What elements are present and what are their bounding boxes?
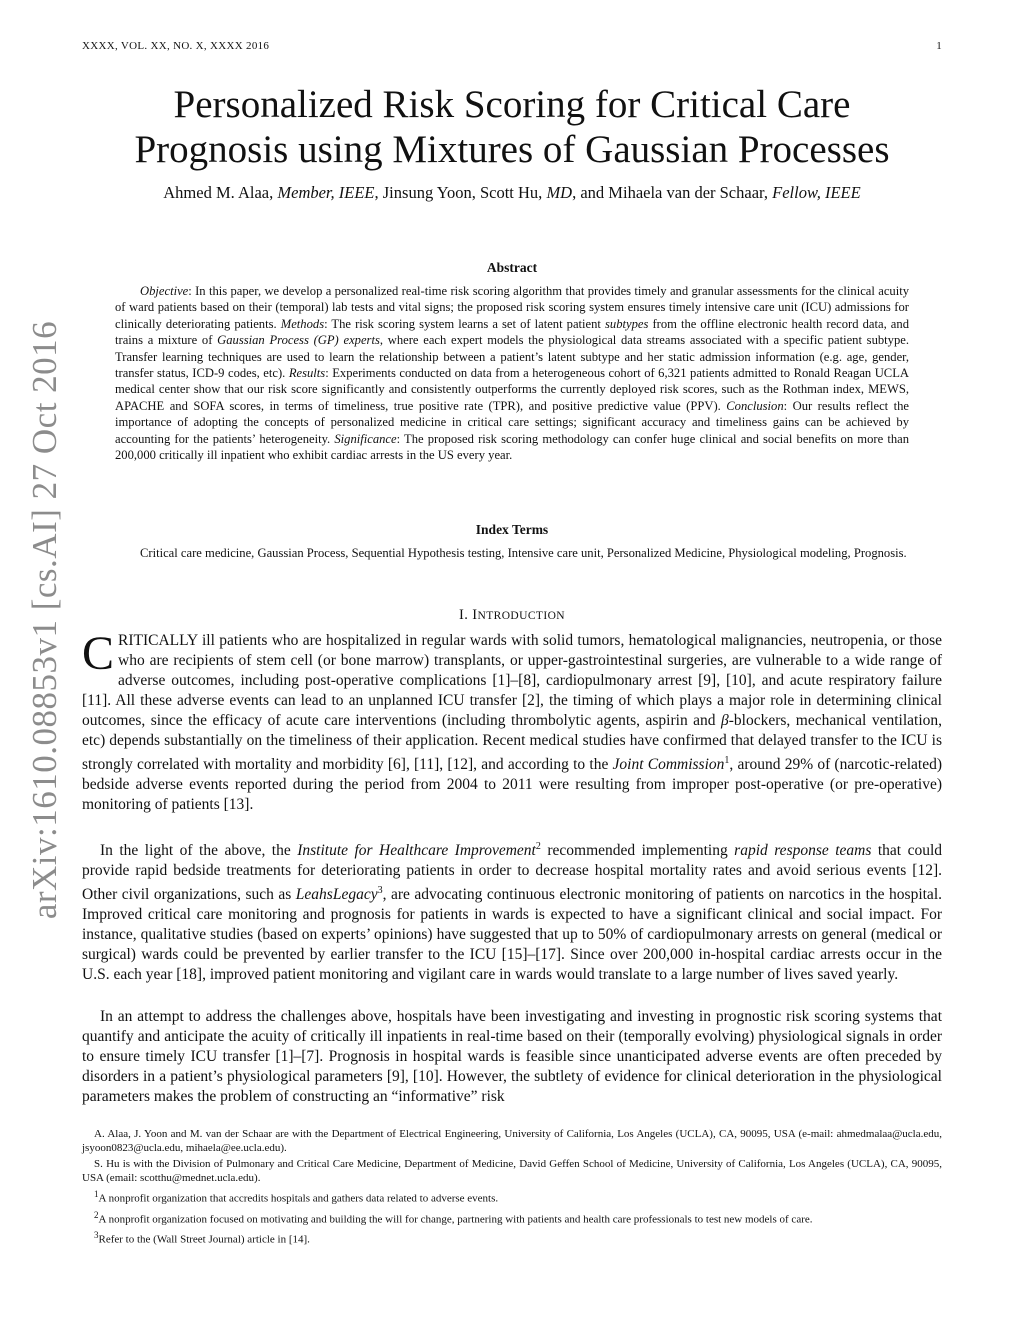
author-text: , and Mihaela van der Schaar,: [572, 183, 773, 202]
abstract-label: Methods: [280, 316, 325, 331]
title-line-2: Prognosis using Mixtures of Gaussian Processes: [134, 128, 890, 171]
paragraph-text: RITICALLY ill patients who are hospitalized in regular wards with solid tumors, hematological malignancies, neutropenia, or those who are recipients of stem cell (or bone marrow) transplants, or upper-gastrointestinal surgeries, are vulnerable to a wide range of adverse outcomes, including post-operative complications [1]–[8], cardiopulmonary arrest [9], [10], and acute respiratory failure [11]. All these adverse events can lead to an unplanned ICU transfer [2], the timing of which plays a major role in determining clinical outcomes, since the efficacy of acute care interventions (including thrombolytic agents, aspirin and: [82, 632, 942, 729]
introduction-heading: [82, 607, 942, 624]
abstract-heading: Abstract: [486, 260, 538, 275]
index-terms-heading: Index Terms: [475, 522, 549, 537]
author-text: Ahmed M. Alaa,: [163, 183, 278, 202]
footnote-text: A nonprofit organization focused on motivating and building the will for change, partnering with patients and health care professionals to test new models of care.: [98, 1213, 813, 1226]
footnote: [82, 1228, 942, 1247]
abstract-text: from the offline electronic health record data, and trains a mixture of: [115, 316, 909, 348]
footnote-marker: 3: [377, 885, 383, 897]
section-title-rest: NTRODUCTION: [477, 610, 565, 622]
drop-cap: C: [82, 627, 115, 680]
abstract-text: : In this paper, we develop a personalized real-time risk scoring algorithm that provides timely and granular assessments for the clinical acuity of ward patients based on their (temporal) lab tests and vital signs; the proposed risk scoring system ensures timely intensive care unit (ICU) admissions for clinically deteriorating patients.: [115, 284, 909, 331]
section-title-initial: I: [472, 607, 478, 623]
affiliation-note: S. Hu is with the Division of Pulmonary and Critical Care Medicine, Department of Medicine, David Geffen School of Medicine, University of California, Los Angeles (UCLA), CA, 90095, USA (email: scotthu@mednet.ucla.edu).: [82, 1158, 942, 1184]
paper-title: [82, 82, 942, 172]
section-numeral: I.: [459, 607, 473, 623]
paragraph-text: , are advocating continuous electronic monitoring of patients on narcotics in the hospital. Improved critical care monitoring and prognosis for patients in wards is expected to have a significant clinical and social impact. For instance, qualitative studies (based on experts’ opinions) have suggested that up to 50% of cardiopulmonary arrests on general (medical or surgical) wards could be prevented by earlier transfer to the ICU [15]–[17]. Since over 200,000 in-hospital cardiac arrests occur in the U.S. each year [18], improved patient monitoring and vigilant care in wards would translate to a large number of lives saved yearly.: [82, 886, 942, 984]
arxiv-stamp: [20, 320, 70, 920]
affiliation-note: A. Alaa, J. Yoon and M. van der Schaar are with the Department of Electrical Engineering, University of California, Los Angeles (UCLA), CA, 90095, USA (e-mail: ahmedmalaa@ucla.edu, jsyoon0823@ucla.edu, mihaela@ee.ucla.edu).: [82, 1128, 942, 1154]
footnote-marker: 1: [724, 755, 730, 766]
introduction-body: [82, 627, 943, 1129]
paragraph-3: In an attempt to address the challenges above, hospitals have been investigating and investing in prognostic risk scoring systems that quantify and anticipate the acuity of critically ill inpatients in real-time based on their (temporally evolving) physiological signals in order to ensure timely ICU transfer [1]–[7]. Prognosis in hospital wards is feasible since unanticipated adverse events are often preceded by disorders in a patient’s physiological parameters [9], [10]. However, the subtlety of evidence for clinical deterioration in the physiological parameters makes the problem of constructing an “informative” risk: [82, 1008, 942, 1106]
abstract-text: : Experiments conducted on data from a heterogeneous cohort of 6,321 patients admitted to Ronald Reagan UCLA medical center show that our risk score significantly and consistently outperforms the currently deployed risk scores, such as the Rothman index, MEWS, APACHE and SOFA scores, in terms of timeliness, true positive rate (TPR), and positive predictive value (PPV).: [115, 366, 909, 413]
arxiv-identifier: arXiv:1610.08853v1 [cs.AI] 27 Oct 2016: [25, 320, 65, 920]
running-header: [82, 40, 942, 52]
paragraph-text: recommended implementing: [540, 842, 735, 860]
emphasis-text: LeahsLegacy: [295, 886, 378, 904]
footnote-text: Refer to the (Wall Street Journal) article in [14].: [98, 1233, 310, 1246]
abstract-section: [115, 260, 909, 463]
emphasis-text: rapid response teams: [734, 842, 872, 860]
footnote-text: A nonprofit organization that accredits hospitals and gathers data related to adverse events.: [98, 1192, 499, 1205]
footnote-mark: 1: [94, 1189, 99, 1199]
paragraph-1: [82, 627, 942, 815]
author-role: MD: [546, 183, 573, 202]
author-role: Member, IEEE: [277, 183, 375, 202]
footnote-mark: 2: [94, 1209, 99, 1220]
footnote-marker: 2: [535, 841, 541, 853]
paragraph-2: [82, 837, 942, 985]
paragraph-text: -blockers, mechanical ventilation, etc) depends substantially on the timeliness of their application. Recent medical studies have confirmed that delayed transfer to the ICU is strongly correlated with mortality and morbidity [6], [11], [12], and according to the: [82, 712, 942, 774]
abstract-text: : The risk scoring system learns a set of latent patient: [324, 316, 605, 331]
author-list: [82, 183, 942, 203]
math-symbol: β: [721, 712, 729, 729]
footnote: [82, 1208, 942, 1227]
index-terms-section: [115, 522, 909, 561]
footnotes: [82, 1127, 942, 1249]
abstract-label: Significance: [334, 431, 397, 446]
abstract-label: Conclusion: [726, 398, 784, 413]
author-text: , Jinsung Yoon, Scott Hu,: [374, 183, 547, 202]
page-number: 1: [936, 40, 942, 52]
abstract-text: : Our results reflect the importance of adopting the concepts of personalized medicine in critical care settings; significant accuracy and timeliness gains can be achieved by accounting for the patients’ heterogeneity.: [115, 398, 910, 446]
abstract-emphasis: Gaussian Process (GP) experts: [217, 333, 380, 348]
paragraph-text: that could provide rapid bedside treatments for deteriorating patients in order to decrease hospital mortality rates and avoid serious events [12]. Other civil organizations, such as: [82, 842, 943, 904]
abstract-label: Results: [288, 366, 326, 381]
paragraph-text: , around 29% of (narcotic-related) bedside adverse events reported during the period from 2004 to 2011 were resulting from improper post-operative (or pre-operative) monitoring of patients [13].: [82, 756, 942, 814]
journal-info: XXXX, VOL. XX, NO. X, XXXX 2016: [82, 40, 270, 52]
abstract-label: Objective: [140, 284, 189, 298]
footnote-mark: 3: [94, 1230, 99, 1241]
index-terms-body: Critical care medicine, Gaussian Process, Sequential Hypothesis testing, Intensive care unit, Personalized Medicine, Physiological modeling, Prognosis.: [140, 546, 907, 560]
abstract-body: [115, 283, 909, 463]
author-role: Fellow, IEEE: [772, 183, 861, 202]
emphasis-text: Institute for Healthcare Improvement: [297, 842, 536, 860]
emphasis-text: Joint Commission: [612, 756, 725, 774]
abstract-text: : The proposed risk scoring methodology can confer huge clinical and social benefits on more than 200,000 critically ill inpatient who exhibit cardiac arrests in the US every year.: [115, 431, 910, 463]
paragraph-text: In the light of the above, the: [100, 842, 298, 860]
abstract-emphasis: subtypes: [605, 316, 649, 331]
title-line-1: Personalized Risk Scoring for Critical Care: [173, 83, 851, 126]
footnote: [82, 1187, 942, 1206]
abstract-text: , where each expert models the physiological data streams associated with a specific patient subtype. Transfer learning techniques are used to learn the relationship between a patient’s latent subtype and her static admission information (e.g. age, gender, transfer status, ICD-9 codes, etc).: [115, 333, 910, 381]
